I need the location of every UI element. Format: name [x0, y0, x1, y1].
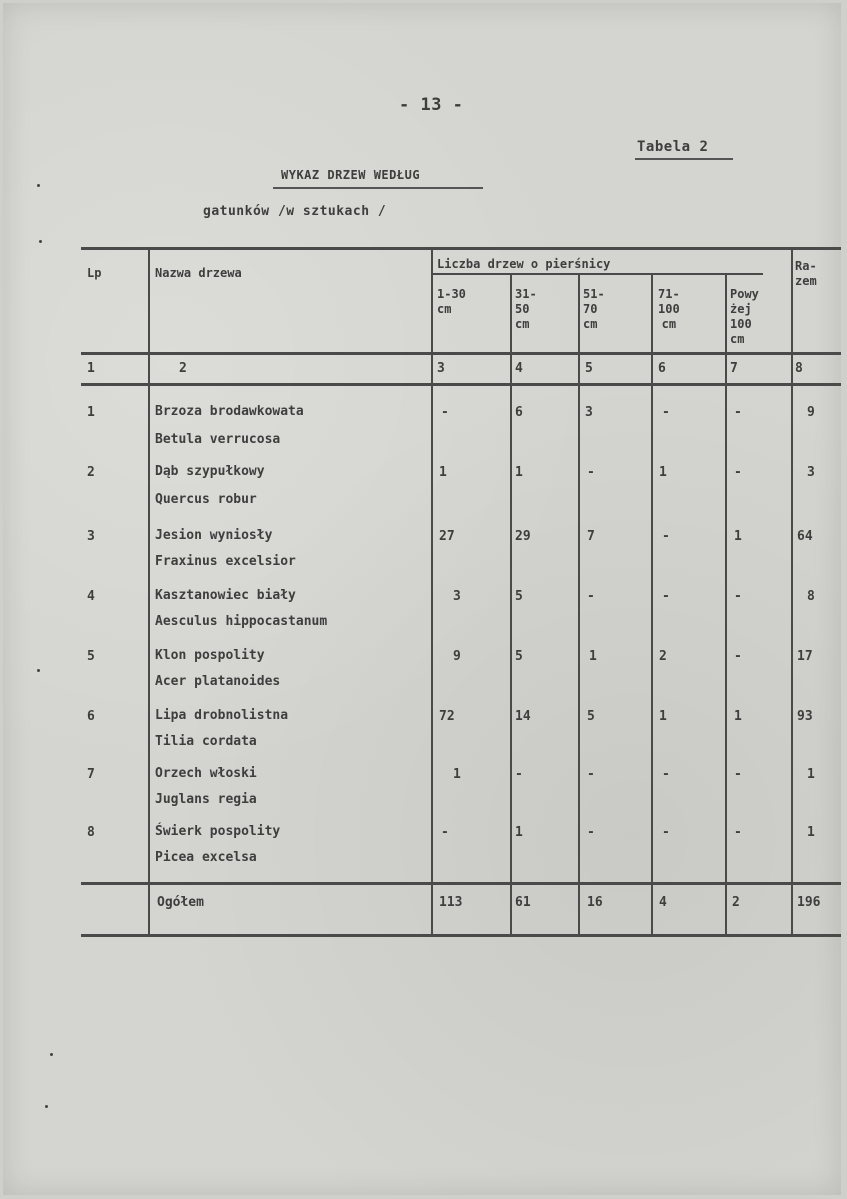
value-over-100: -	[734, 405, 742, 420]
row-lp: 7	[87, 767, 95, 782]
margin-dot	[39, 240, 42, 243]
value-71-100: 1	[659, 465, 667, 480]
value-over-100: -	[734, 767, 742, 782]
species-name-latin: Acer platanoides	[155, 674, 281, 689]
row-lp: 3	[87, 529, 95, 544]
value-total: 9	[807, 405, 815, 420]
column-divider	[148, 247, 150, 937]
header-col-51-70: 51- 70 cm	[583, 287, 605, 331]
total-51-70: 16	[587, 895, 603, 910]
value-31-50: -	[515, 767, 523, 782]
species-name-pl: Klon pospolity	[155, 648, 265, 663]
value-51-70: 5	[587, 709, 595, 724]
value-1-30: 9	[453, 649, 461, 664]
value-1-30: 3	[453, 589, 461, 604]
table-label: Tabela 2	[637, 139, 709, 155]
value-51-70: -	[587, 465, 595, 480]
total-over-100: 2	[732, 895, 740, 910]
column-number: 8	[795, 361, 803, 376]
total-31-50: 61	[515, 895, 531, 910]
table-top-rule	[81, 247, 841, 250]
column-number: 2	[179, 361, 187, 376]
title-underline	[273, 187, 483, 189]
header-col-1-30: 1-30 cm	[437, 287, 466, 316]
document-title: WYKAZ DRZEW WEDŁUG	[281, 168, 421, 182]
column-divider	[578, 275, 580, 937]
value-total: 93	[797, 709, 813, 724]
table-bottom-rule	[81, 934, 841, 937]
species-name-latin: Tilia cordata	[155, 734, 257, 749]
value-1-30: 72	[439, 709, 455, 724]
value-51-70: 3	[585, 405, 593, 420]
value-over-100: -	[734, 465, 742, 480]
value-71-100: -	[662, 589, 670, 604]
row-lp: 1	[87, 405, 95, 420]
header-total: Ra- zem	[795, 259, 817, 288]
page-number: - 13 -	[399, 95, 464, 115]
value-over-100: 1	[734, 529, 742, 544]
species-name-latin: Aesculus hippocastanum	[155, 614, 328, 629]
species-name-pl: Lipa drobnolistna	[155, 708, 289, 723]
value-51-70: 1	[589, 649, 597, 664]
value-over-100: -	[734, 649, 742, 664]
species-name-latin: Quercus robur	[155, 492, 257, 507]
column-number: 1	[87, 361, 95, 376]
value-over-100: -	[734, 589, 742, 604]
value-31-50: 1	[515, 825, 523, 840]
header-name: Nazwa drzewa	[155, 266, 242, 280]
totals-label: Ogółem	[157, 895, 204, 910]
column-number: 3	[437, 361, 445, 376]
group-header-rule	[433, 273, 763, 275]
table-label-underline	[635, 158, 733, 160]
margin-dot	[37, 669, 40, 672]
row-lp: 5	[87, 649, 95, 664]
value-31-50: 6	[515, 405, 523, 420]
species-name-latin: Fraxinus excelsior	[155, 554, 296, 569]
row-lp: 6	[87, 709, 95, 724]
value-51-70: -	[587, 825, 595, 840]
species-name-latin: Picea excelsa	[155, 850, 257, 865]
species-name-latin: Betula verrucosa	[155, 432, 281, 447]
numbering-rule	[81, 383, 841, 386]
species-name-pl: Brzoza brodawkowata	[155, 404, 304, 419]
value-total: 3	[807, 465, 815, 480]
document-subtitle: gatunków /w sztukach /	[203, 204, 387, 219]
species-name-pl: Świerk pospolity	[155, 824, 281, 839]
value-1-30: 1	[453, 767, 461, 782]
value-71-100: -	[662, 825, 670, 840]
value-31-50: 5	[515, 649, 523, 664]
value-31-50: 5	[515, 589, 523, 604]
value-71-100: -	[662, 767, 670, 782]
value-1-30: -	[441, 405, 449, 420]
column-divider	[510, 275, 512, 937]
column-divider	[725, 275, 727, 937]
column-number: 5	[585, 361, 593, 376]
margin-dot	[37, 184, 40, 187]
value-51-70: -	[587, 767, 595, 782]
value-total: 64	[797, 529, 813, 544]
value-over-100: -	[734, 825, 742, 840]
margin-dot	[45, 1105, 48, 1108]
value-31-50: 1	[515, 465, 523, 480]
column-number: 6	[658, 361, 666, 376]
value-1-30: 1	[439, 465, 447, 480]
header-col-71-100: 71- 100 cm	[658, 287, 680, 331]
species-name-latin: Juglans regia	[155, 792, 257, 807]
value-51-70: -	[587, 589, 595, 604]
column-number: 7	[730, 361, 738, 376]
header-col-over-100: Powy żej 100 cm	[730, 287, 759, 346]
value-71-100: -	[662, 529, 670, 544]
header-lp: Lp	[87, 266, 102, 280]
species-name-pl: Jesion wyniosły	[155, 528, 273, 543]
value-1-30: 27	[439, 529, 455, 544]
value-total: 17	[797, 649, 813, 664]
totals-top-rule	[81, 882, 841, 885]
value-71-100: 1	[659, 709, 667, 724]
value-over-100: 1	[734, 709, 742, 724]
row-lp: 4	[87, 589, 95, 604]
header-col-31-50: 31- 50 cm	[515, 287, 537, 331]
species-name-pl: Kasztanowiec biały	[155, 588, 296, 603]
document-page	[3, 3, 841, 1195]
column-number: 4	[515, 361, 523, 376]
grand-total: 196	[797, 895, 821, 910]
total-71-100: 4	[659, 895, 667, 910]
header-diameter-group: Liczba drzew o pierśnicy	[437, 257, 611, 271]
value-total: 1	[807, 825, 815, 840]
row-lp: 8	[87, 825, 95, 840]
value-71-100: -	[662, 405, 670, 420]
column-divider	[651, 275, 653, 937]
value-51-70: 7	[587, 529, 595, 544]
margin-dot	[50, 1053, 53, 1056]
header-bottom-rule	[81, 352, 841, 355]
total-1-30: 113	[439, 895, 463, 910]
row-lp: 2	[87, 465, 95, 480]
value-31-50: 29	[515, 529, 531, 544]
species-name-pl: Dąb szypułkowy	[155, 464, 265, 479]
value-1-30: -	[441, 825, 449, 840]
column-divider	[791, 247, 793, 937]
value-31-50: 14	[515, 709, 531, 724]
value-total: 8	[807, 589, 815, 604]
species-name-pl: Orzech włoski	[155, 766, 257, 781]
column-divider	[431, 247, 433, 937]
value-71-100: 2	[659, 649, 667, 664]
value-total: 1	[807, 767, 815, 782]
